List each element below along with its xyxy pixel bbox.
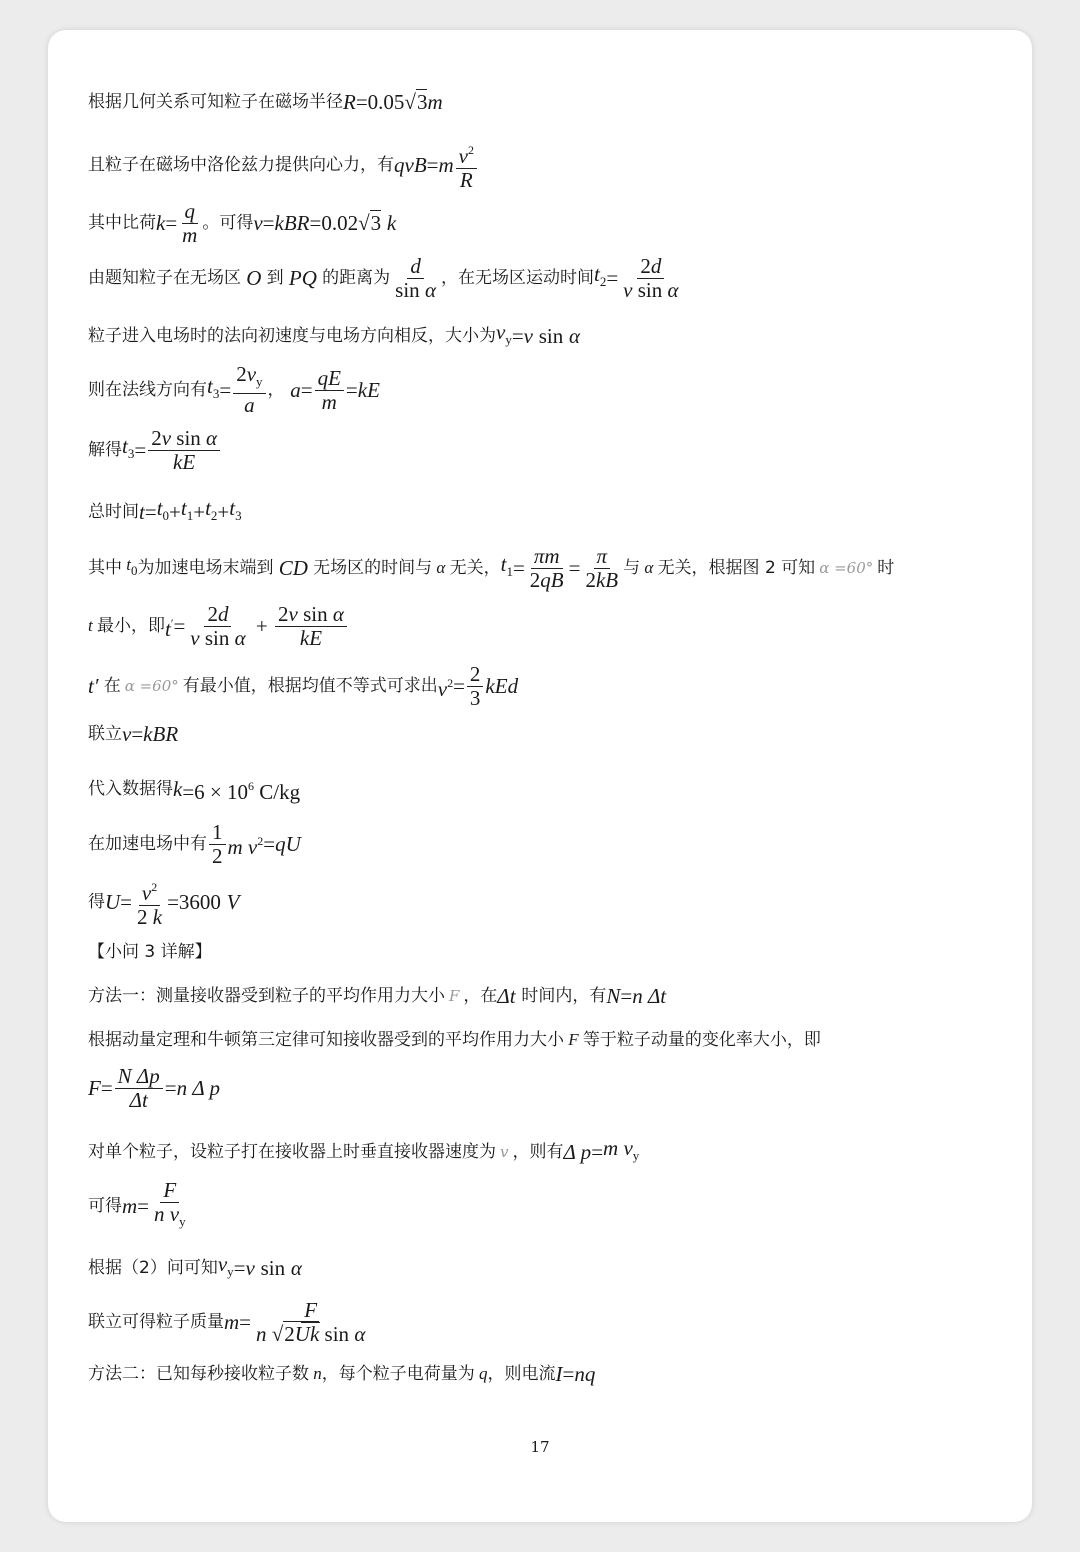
line-ratio: 其中比荷 k = $\frac{q}{m}$ 。可得 v = kBR =0.02 √3 k	[88, 198, 397, 247]
line-normal-velocity: 粒子进入电场时的法向初速度与电场方向相反，大小为 $v_y$ = v sin α	[88, 320, 581, 348]
line-t-min: t 最小，即 t′ = $\frac{2d}{\text{v sin α}}$ + $\frac{\text{2v sin α}}{kE}$	[88, 600, 992, 652]
line-solve-t3: 解得 $t_3$ = $\frac{\text{2v sin α}}{kE}$	[88, 424, 992, 476]
line-minimum: t′ 在 α =60° 有最小值，根据均值不等式可求出 $v^2$ = $\frac{2}{3}$ kEd	[88, 661, 519, 710]
line-combine: 联立 v = kBR	[88, 722, 179, 746]
page-number: 17	[530, 1438, 550, 1456]
document-page	[48, 30, 1032, 1522]
section-heading: 【小问 3 详解】	[88, 942, 212, 962]
line-method-one: 方法一：测量接收器受到粒子的平均作用力大小 F ，在 Δt 时间内，有 N = n Δt	[88, 984, 667, 1008]
line-t3: 则在法线方向有 $t_3$ = $\frac{2v_y}{a}$ ， a = $\frac{qE}{m}$ = kE	[88, 362, 380, 417]
line-lorentz: 且粒子在磁场中洛伦兹力提供向心力，有 qvB = m $\frac{v^2}{R}$	[88, 140, 992, 190]
line-method-two: 方法二：已知每秒接收粒子数 n ，每个粒子电荷量为 q ，则电流 I = nq	[88, 1362, 596, 1386]
line-from-part2: 根据（2）问可知 $v_y$ = v sin α	[88, 1252, 302, 1280]
line-field-free: 由题知粒子在无场区 O 到 PQ 的距离为 $\frac{d}{\text{sin α}}$ ，在无场区运动时间 $t_2$ = $\frac{2d}{\text{v sin α}}$	[88, 253, 679, 302]
line-radius: 根据几何关系可知粒子在磁场半径 R =0.05 √3 m	[88, 90, 443, 114]
line-accel-energy: 在加速电场中有 $\frac{1}{2}$ m $v^2$ = qU	[88, 819, 301, 868]
line-momentum-theorem: 根据动量定理和牛顿第三定律可知接收器受到的平均作用力大小 F 等于粒子动量的变化率大小，即	[88, 1030, 821, 1050]
line-particle-mass: 联立可得粒子质量 m = $\frac{F}{\text{n √2Uk sin α}}$	[88, 1297, 366, 1346]
line-force-formula: F = $\frac{\text{N Δp}}{\Delta t}$ = n Δ p	[88, 1063, 221, 1112]
line-total-time: 总时间 t = $t_0$ + $t_1$ + $t_2$ + $t_3$	[88, 496, 242, 524]
line-t1: 其中 $t_0$ 为加速电场末端到 CD 无场区的时间与 α 无关， $t_1$ = $\frac{\pi m}{2qB}$ = $\frac{\pi}{2kB}$ 与 α 无关，根据图 2 可知 α =60° 时	[88, 543, 895, 592]
line-mass-formula: 可得 m = $\frac{F}{n v_y}$	[88, 1178, 186, 1229]
line-single-particle: 对单个粒子，设粒子打在接收器上时垂直接收器速度为 v ，则有 Δ p = m $v_y$	[88, 1136, 640, 1164]
line-voltage: 得 U = $\frac{v^2}{2 k}$ =3600 V	[88, 876, 992, 928]
line-substitute: 代入数据得 k $=6 \times 10^6$ C/kg	[88, 777, 301, 804]
